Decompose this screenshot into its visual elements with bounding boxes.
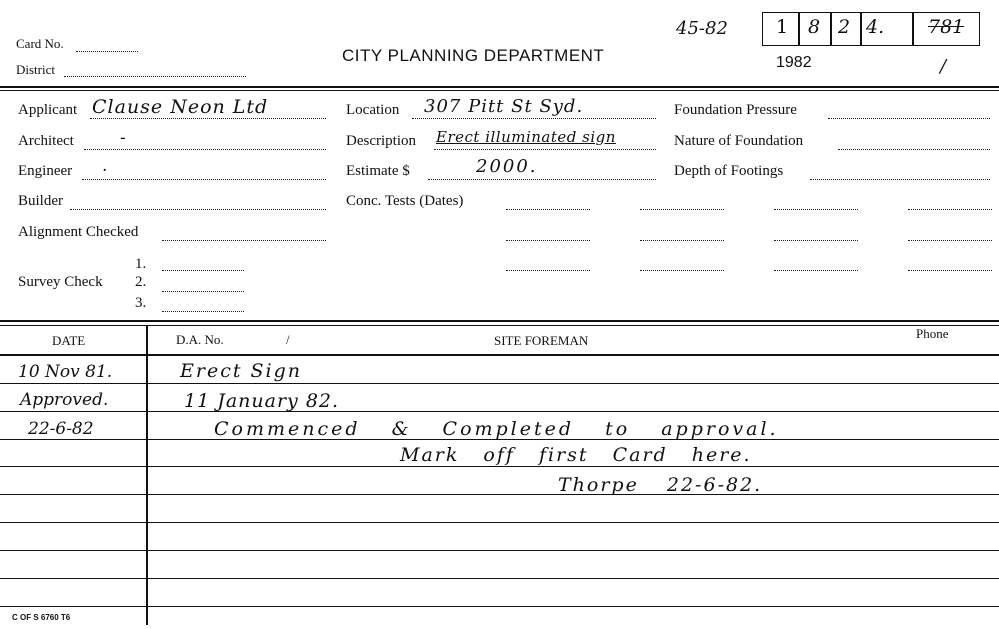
year-suffix: / (940, 56, 947, 77)
conc-tests-label: Conc. Tests (Dates) (346, 193, 464, 209)
applicant-label: Applicant (18, 102, 78, 118)
log-entry-text: Mark off first Card here. (400, 444, 752, 466)
log-entry-text: Thorpe 22-6-82. (558, 474, 763, 496)
location-line (412, 117, 656, 119)
conc-test-line (774, 269, 858, 271)
da-header: D.A. No. (176, 332, 224, 347)
log-rule (0, 383, 999, 384)
alignment-line (162, 239, 326, 241)
architect-value: - (120, 128, 126, 148)
card-no-label: Card No. (16, 36, 64, 51)
log-entry-date: Approved. (20, 390, 109, 410)
log-entry-text: 11 January 82. (184, 390, 340, 412)
estimate-label: Estimate $ (346, 163, 410, 179)
top-rule-thin (0, 90, 999, 91)
description-value: Erect illuminated sign (436, 128, 616, 146)
survey-number: 3. (135, 295, 147, 311)
date-column-divider (146, 325, 148, 625)
conc-test-line (640, 239, 724, 241)
conc-test-line (908, 208, 992, 210)
alignment-label: Alignment Checked (18, 224, 139, 240)
conc-test-line (640, 208, 724, 210)
date-header: DATE (52, 333, 86, 348)
nature-foundation-line (838, 148, 990, 150)
log-rule (0, 494, 999, 495)
depth-footings-label: Depth of Footings (674, 163, 784, 179)
architect-line (84, 148, 326, 150)
log-rule (0, 606, 999, 607)
applicant-value: Clause Neon Ltd (92, 96, 269, 118)
card-digit: 4. (866, 16, 885, 38)
log-entry-date: 22-6-82 (28, 419, 94, 439)
site-foreman-header: SITE FOREMAN (494, 333, 589, 348)
year: 1982 (776, 54, 812, 71)
conc-test-line (640, 269, 724, 271)
da-slash: / (286, 332, 290, 347)
conc-test-line (506, 269, 590, 271)
description-line (434, 148, 656, 150)
card-digit: 1 (776, 16, 789, 38)
log-header-rule (0, 354, 999, 356)
location-value: 307 Pitt St Syd. (424, 96, 584, 117)
architect-label: Architect (18, 133, 74, 149)
conc-test-line (506, 208, 590, 210)
estimate-value: 2000. (476, 156, 538, 177)
foundation-pressure-line (828, 117, 990, 119)
conc-test-line (908, 269, 992, 271)
conc-test-line (506, 239, 590, 241)
estimate-line (428, 178, 656, 180)
card-number-prefix: 45-82 (676, 18, 728, 39)
engineer-value: . (102, 156, 108, 176)
conc-test-line (774, 239, 858, 241)
location-label: Location (346, 102, 400, 118)
log-rule (0, 550, 999, 551)
nature-foundation-label: Nature of Foundation (674, 133, 804, 149)
card-digit: 2 (838, 16, 851, 38)
engineer-label: Engineer (18, 163, 73, 179)
survey-number: 2. (135, 274, 147, 290)
log-entry-date: 10 Nov 81. (18, 362, 113, 382)
log-rule (0, 466, 999, 467)
survey-number: 1. (135, 256, 147, 272)
foundation-pressure-label: Foundation Pressure (674, 102, 797, 118)
card-no-dots (76, 50, 138, 52)
card-no-row (16, 36, 64, 52)
phone-header: Phone (916, 326, 949, 341)
top-rule (0, 86, 999, 88)
box-divider (912, 12, 914, 46)
description-label: Description (346, 133, 416, 149)
log-top-rule-thin (0, 325, 999, 326)
box-divider (798, 12, 800, 46)
box-divider (830, 12, 832, 46)
conc-test-line (774, 208, 858, 210)
page-title: CITY PLANNING DEPARTMENT (342, 46, 605, 65)
form-code: C OF S 6760 T6 (12, 613, 71, 622)
log-entry-text: Erect Sign (180, 360, 303, 382)
survey-check-label: Survey Check (18, 274, 103, 290)
card-digit: 8 (808, 16, 821, 38)
box-divider (860, 12, 862, 46)
log-rule (0, 411, 999, 412)
survey-line-2 (162, 290, 244, 292)
log-top-rule (0, 320, 999, 322)
survey-line-1 (162, 269, 244, 271)
survey-line-3 (162, 310, 244, 312)
builder-label: Builder (18, 193, 63, 209)
log-entry-text: Commenced & Completed to approval. (214, 418, 779, 440)
card-digit-crossed: 781 (928, 16, 965, 38)
district-dots (64, 75, 246, 77)
engineer-line (82, 178, 326, 180)
builder-line (70, 208, 326, 210)
conc-test-line (908, 239, 992, 241)
district-label: District (16, 62, 55, 77)
depth-footings-line (810, 178, 990, 180)
log-rule (0, 578, 999, 579)
log-rule (0, 522, 999, 523)
